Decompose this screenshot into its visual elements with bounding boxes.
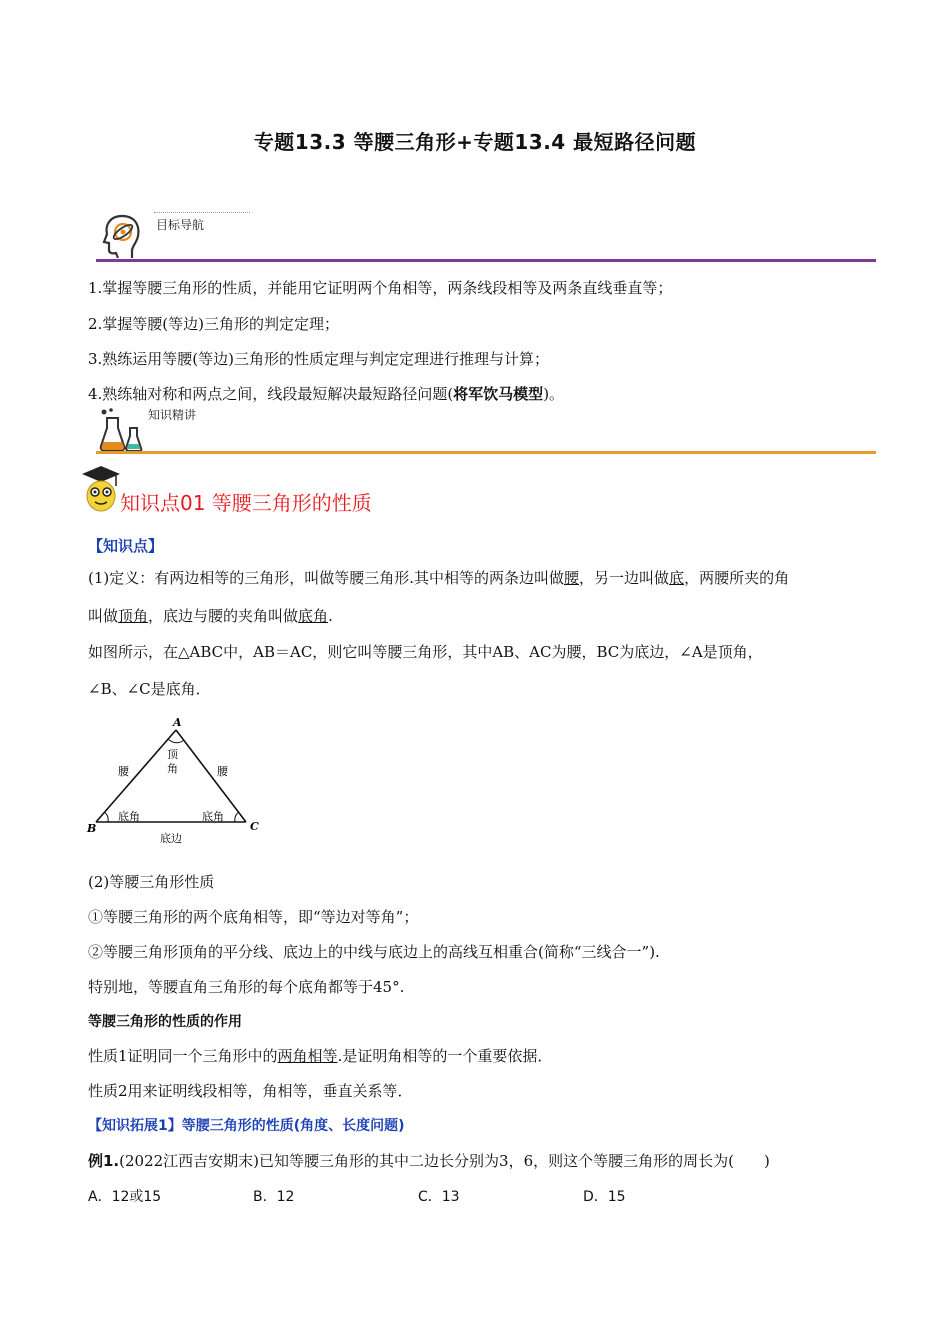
definition-text: ，两腰所夹的角 (684, 569, 790, 587)
example-1 (88, 1150, 770, 1171)
definition-text: . (328, 607, 333, 625)
goals-banner (96, 208, 876, 264)
figure-description-2: ∠B、∠C是底角． (88, 680, 211, 698)
page-title: 专题13.3 等腰三角形+专题13.4 最短路径问题 (253, 130, 697, 154)
figure-description-1: 如图所示，在△ABC中，AB＝AC，则它叫等腰三角形，其中AB、AC为腰，BC为底边，∠A是顶角， (88, 643, 763, 661)
graduate-mascot-icon (80, 464, 122, 514)
role-1-text: 性质1证明同一个三角形中的 (88, 1047, 278, 1065)
definition-text: ，底边与腰的夹角叫做 (148, 607, 299, 625)
goal-4-prefix: 4.熟练轴对称和两点之间，线段最短解决最短路径问题( (88, 385, 454, 403)
base-label: 底边 (160, 832, 182, 845)
goal-4-suffix: )。 (543, 385, 565, 403)
goals-banner-dots (154, 212, 250, 213)
example-label: 例1. (88, 1152, 120, 1170)
knowledge-banner (96, 404, 876, 456)
extension-heading: 【知识拓展1】等腰三角形的性质(角度、长度问题) (88, 1118, 405, 1134)
base-angle-right-label: 底角 (202, 810, 224, 823)
goal-item-2: 2.掌握等腰(等边)三角形的判定定理； (88, 315, 340, 333)
term-apex-angle: 顶角 (118, 607, 149, 625)
goal-4-bold: 将军饮马模型 (453, 385, 544, 403)
vertex-b-label: B (87, 822, 97, 835)
option-a: A．12或15 (88, 1189, 162, 1205)
example-text: (2022江西吉安期末)已知等腰三角形的其中二边长分别为3，6，则这个等腰三角形的周长为( ) (119, 1152, 770, 1170)
option-b: B．12 (253, 1189, 295, 1205)
goals-banner-rule (96, 259, 876, 262)
term-base: 底 (669, 569, 685, 587)
term-base-angle: 底角 (298, 607, 329, 625)
property-1: ①等腰三角形的两个底角相等，即“等边对等角”； (88, 908, 419, 926)
knowledge-banner-rule (96, 451, 876, 454)
goal-item-3: 3.熟练运用等腰(等边)三角形的性质定理与判定定理进行推理与计算； (88, 350, 550, 368)
definition-line-2 (88, 605, 333, 626)
role-1-text: .是证明角相等的一个重要依据． (337, 1047, 553, 1065)
knowledge-banner-label: 知识精讲 (148, 408, 197, 422)
knowledge-point-heading: 知识点01 等腰三角形的性质 (120, 491, 372, 515)
isosceles-triangle-figure (84, 714, 270, 854)
goal-item-1: 1.掌握等腰三角形的性质，并能用它证明两个角相等，两条线段相等及两条直线垂直等； (88, 279, 673, 297)
left-leg-label: 腰 (118, 765, 129, 778)
definition-line-1 (88, 567, 789, 588)
base-angle-left-label: 底角 (118, 810, 140, 823)
lab-flask-icon (98, 406, 144, 452)
term-leg: 腰 (564, 569, 580, 587)
vertex-c-label: C (250, 820, 259, 833)
definition-text: ，另一边叫做 (579, 569, 670, 587)
right-leg-label: 腰 (217, 765, 228, 778)
apex-angle-label-2: 角 (167, 762, 178, 775)
role-2: 性质2用来证明线段相等，角相等，垂直关系等． (88, 1082, 413, 1100)
knowledge-tag: 【知识点】 (88, 537, 164, 555)
goals-banner-label: 目标导航 (156, 218, 205, 232)
special-case: 特别地，等腰直角三角形的每个底角都等于45°. (88, 978, 405, 996)
definition-text: (1)定义：有两边相等的三角形，叫做等腰三角形.其中相等的两条边叫做 (88, 569, 565, 587)
option-c: C．13 (418, 1189, 460, 1205)
role-1-underlined: 两角相等 (277, 1047, 338, 1065)
goal-item-4 (88, 383, 564, 404)
property-2: ②等腰三角形顶角的平分线、底边上的中线与底边上的高线互相重合(简称“三线合一”). (88, 943, 660, 961)
vertex-a-label: A (173, 716, 182, 729)
roles-heading: 等腰三角形的性质的作用 (88, 1014, 242, 1030)
apex-angle-label-1: 顶 (167, 748, 178, 761)
properties-heading: (2)等腰三角形性质 (88, 873, 215, 891)
role-1 (88, 1045, 552, 1066)
definition-text: 叫做 (88, 607, 119, 625)
head-brain-icon (102, 212, 146, 260)
option-d: D．15 (583, 1189, 626, 1205)
